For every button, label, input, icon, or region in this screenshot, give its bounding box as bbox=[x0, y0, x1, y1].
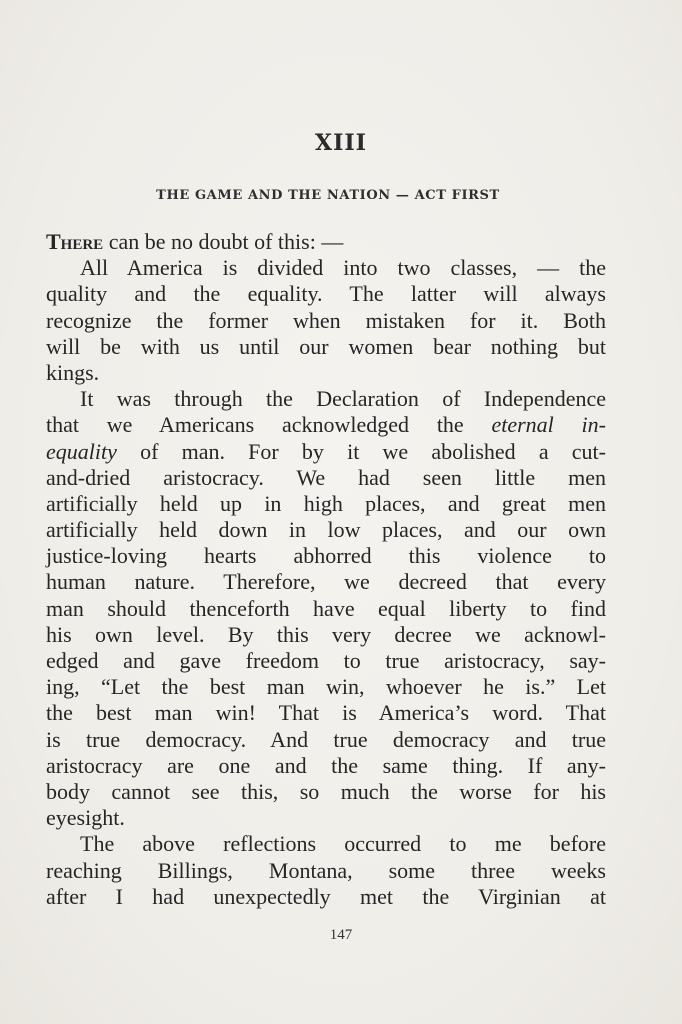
text-line: is true democracy. And true democracy and true bbox=[46, 726, 606, 752]
text-line: All America is divided into two classes, — the bbox=[80, 255, 606, 281]
text-line: will be with us until our women bear nothing but bbox=[46, 333, 606, 359]
text-line: aristocracy are one and the same thing. If any- bbox=[46, 752, 606, 778]
text-line: body cannot see this, so much the worse for his bbox=[46, 778, 606, 804]
text-line: after I had unexpectedly met the Virginian at bbox=[46, 883, 606, 909]
text-line: artificially held up in high places, and great men bbox=[46, 490, 606, 516]
text-line: and-dried aristocracy. We had seen little men bbox=[46, 464, 606, 490]
text-line: kings. bbox=[46, 359, 100, 385]
chapter-number: XIII bbox=[315, 130, 367, 156]
italic-phrase: equality bbox=[46, 438, 117, 464]
text-line: artificially held down in low places, and our own bbox=[46, 517, 606, 543]
text-line: human nature. Therefore, we decreed that every bbox=[46, 569, 606, 595]
body-text bbox=[46, 229, 606, 910]
text-line: edged and gave freedom to true aristocracy, say- bbox=[46, 648, 606, 673]
text-line: reaching Billings, Montana, some three weeks bbox=[46, 857, 606, 883]
text-line: quality and the equality. The latter will always bbox=[46, 281, 606, 307]
opening-word: There bbox=[46, 229, 104, 254]
page-number: 147 bbox=[329, 927, 353, 943]
text-line: the best man win! That is America’s word. That bbox=[46, 700, 606, 726]
text-line: ing, “Let the best man win, whoever he is.” Let bbox=[46, 674, 606, 700]
text-line: The above reflections occurred to me before bbox=[80, 831, 606, 857]
chapter-title: THE GAME AND THE NATION — ACT FIRST bbox=[156, 188, 500, 203]
italic-phrase: eternal in- bbox=[491, 412, 606, 438]
text-line: It was through the Declaration of Independence bbox=[80, 386, 606, 412]
text-line: equality of man. For by it we abolished a cut- bbox=[46, 438, 606, 464]
text-line: There can be no doubt of this: — bbox=[46, 229, 344, 254]
text-line: man should thenceforth have equal liberty to find bbox=[46, 595, 606, 621]
text-line: eyesight. bbox=[46, 805, 125, 831]
text-line: recognize the former when mistaken for it. Both bbox=[46, 307, 606, 333]
text-line: justice-loving hearts abhorred this violence to bbox=[46, 543, 606, 569]
text-line: that we Americans acknowledged the eternal in- bbox=[46, 412, 606, 438]
text-line: his own level. By this very decree we acknowl- bbox=[46, 621, 606, 647]
